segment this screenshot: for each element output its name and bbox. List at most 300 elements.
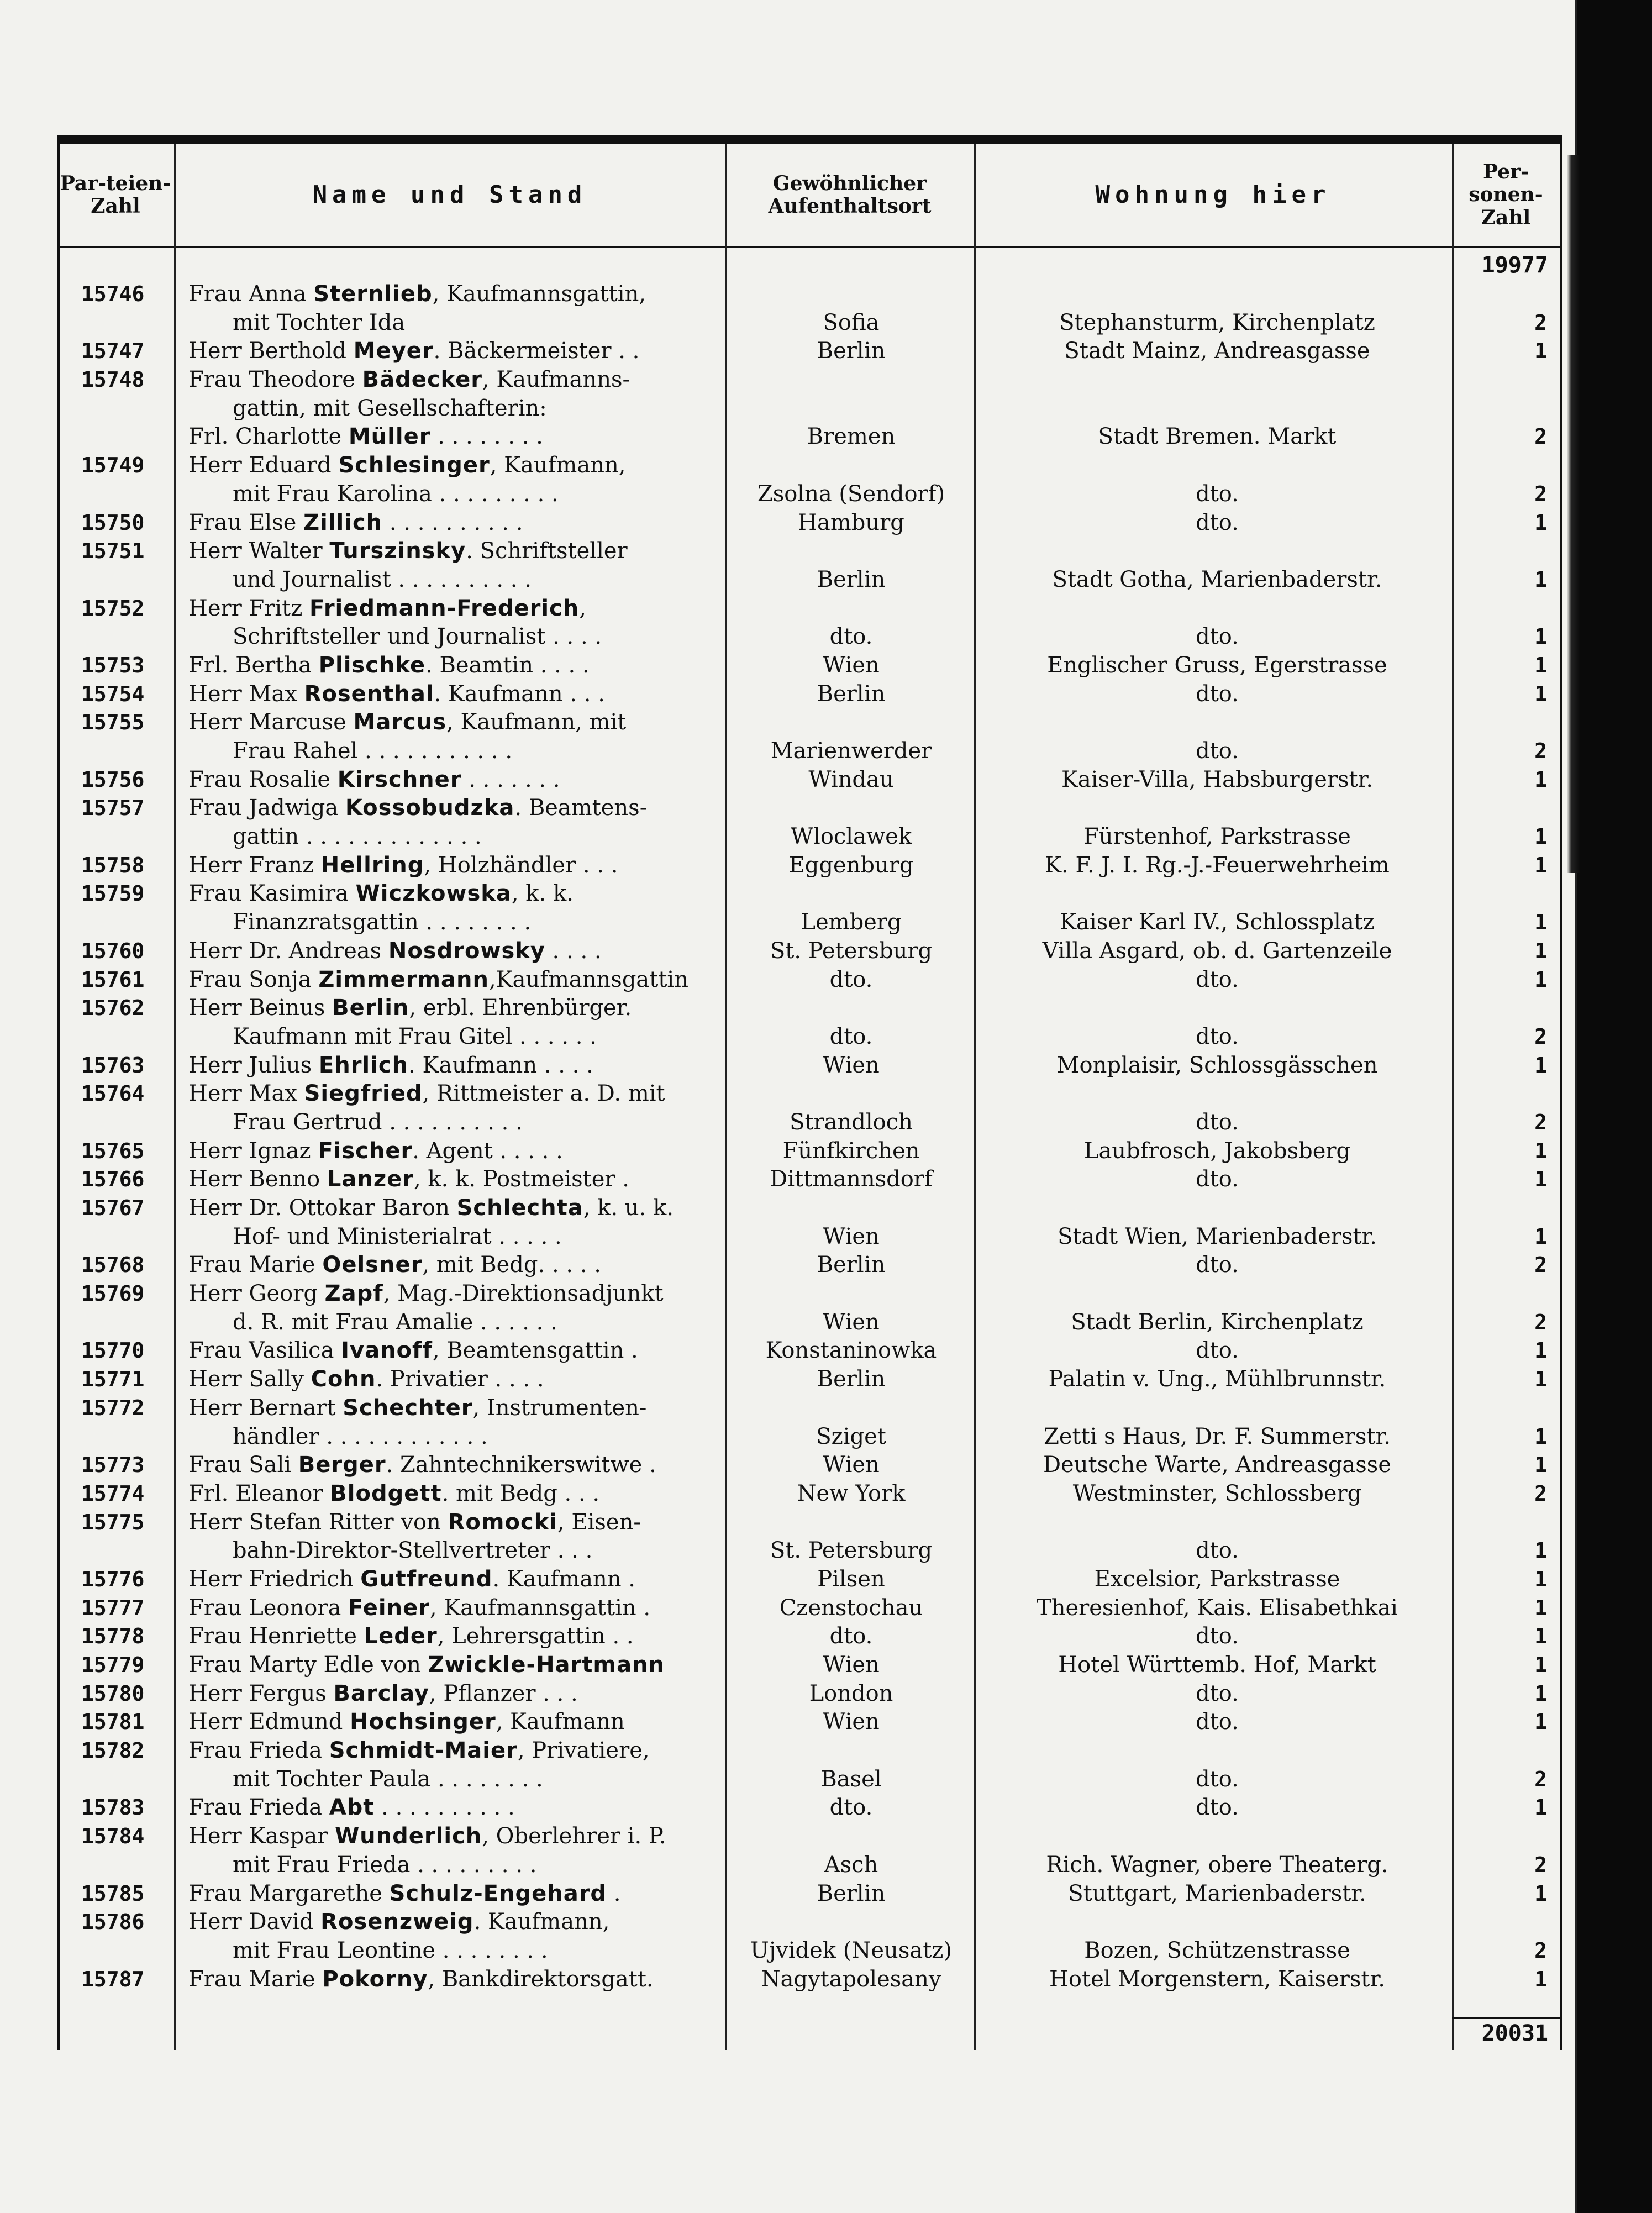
usual-residence: Berlin: [817, 566, 886, 592]
table-row: [57, 908, 1562, 937]
person-count: 1: [1534, 1453, 1547, 1478]
party-number: 15747: [81, 339, 145, 364]
person-count: 1: [1534, 1167, 1547, 1192]
person-count: 1: [1534, 853, 1547, 877]
surname: Zillich: [303, 509, 383, 535]
table-row: [57, 1965, 1562, 1994]
usual-residence: Marienwerder: [770, 738, 932, 764]
usual-residence: Berlin: [817, 1366, 886, 1392]
name-and-status: [233, 309, 774, 338]
name-and-status: [188, 937, 774, 966]
name-and-status: [188, 794, 774, 823]
surname: Schmidt-Maier: [329, 1738, 518, 1764]
name-prefix: Schriftsteller und Journalist . . . .: [233, 624, 602, 650]
status-text: , k. k. Postmeister .: [414, 1166, 629, 1192]
local-address: dto.: [1196, 1023, 1239, 1049]
local-address: dto.: [1196, 481, 1239, 507]
name-prefix: Kaufmann mit Frau Gitel . . . . . .: [233, 1023, 597, 1049]
local-address: dto.: [1196, 966, 1239, 992]
local-address: dto.: [1196, 1766, 1239, 1792]
table-row: [57, 1108, 1562, 1137]
usual-residence: Czenstochau: [779, 1595, 923, 1621]
name-and-status: [233, 1851, 774, 1880]
name-and-status: [233, 1765, 774, 1794]
surname: Barclay: [333, 1680, 429, 1706]
surname: Ehrlich: [318, 1052, 409, 1078]
name-prefix: gattin, mit Gesellschafterin:: [233, 395, 547, 421]
local-address: Hotel Württemb. Hof, Markt: [1058, 1652, 1376, 1678]
guest-list-table: [57, 135, 1562, 2050]
name-and-status: [188, 1165, 774, 1194]
table-row: [57, 1280, 1562, 1308]
usual-residence: dto.: [829, 966, 873, 992]
name-prefix: Frau Frieda: [188, 1795, 322, 1821]
party-number: 15763: [81, 1053, 145, 1077]
status-text: , Mag.-Direktionsadjunkt: [383, 1281, 664, 1307]
local-address: dto.: [1196, 509, 1239, 535]
local-address: dto.: [1196, 1338, 1239, 1364]
table-row: [57, 651, 1562, 680]
name-and-status: [233, 1023, 774, 1052]
table-row: [57, 937, 1562, 966]
local-address: Englischer Gruss, Egerstrasse: [1047, 652, 1387, 678]
name-prefix: Herr Sally: [188, 1366, 304, 1392]
table-row: [57, 1908, 1562, 1937]
person-count: 1: [1534, 339, 1547, 364]
status-text: , Bankdirektorsgatt.: [428, 1966, 654, 1992]
status-text: . Kaufmann . . .: [434, 681, 605, 707]
name-and-status: [188, 1794, 774, 1822]
table-row: [57, 1765, 1562, 1794]
status-text: . Beamtin . . . .: [425, 652, 590, 678]
party-number: 15761: [81, 967, 145, 992]
status-text: , Holzhändler . . .: [424, 852, 618, 878]
status-text: . Zahntechnikerswitwe .: [386, 1452, 656, 1478]
surname: Zapf: [324, 1281, 383, 1307]
person-count: 1: [1534, 1710, 1547, 1734]
name-and-status: [188, 1508, 774, 1537]
usual-residence: Wien: [823, 1223, 880, 1249]
table-row: [57, 395, 1562, 423]
name-and-status: [188, 966, 774, 995]
table-row: [57, 623, 1562, 651]
local-address: Laubfrosch, Jakobsberg: [1083, 1138, 1351, 1164]
local-address: Stadt Gotha, Marienbaderstr.: [1052, 566, 1382, 592]
name-prefix: bahn-Direktor-Stellvertreter . . .: [233, 1538, 593, 1564]
local-address: Villa Asgard, ob. d. Gartenzeile: [1042, 938, 1392, 964]
name-prefix: Frau Sonja: [188, 966, 312, 992]
status-text: . Schriftsteller: [466, 538, 628, 564]
name-and-status: [188, 1365, 774, 1394]
table-row: [57, 1194, 1562, 1223]
status-text: , Kaufmann,: [490, 453, 626, 479]
status-text: . . . . . . . . . .: [374, 1795, 515, 1821]
name-prefix: händler . . . . . . . . . . . .: [233, 1423, 488, 1449]
name-and-status: [233, 623, 774, 651]
name-prefix: Frau Margarethe: [188, 1880, 382, 1906]
party-number: 15772: [81, 1395, 145, 1420]
surname: Kossobudzka: [345, 795, 515, 821]
local-address: Kaiser-Villa, Habsburgerstr.: [1061, 766, 1374, 792]
party-number: 15759: [81, 881, 145, 906]
person-count: 2: [1534, 1253, 1547, 1278]
table-row: [57, 1080, 1562, 1108]
name-and-status: [188, 1680, 774, 1709]
name-and-status: [188, 280, 774, 309]
status-text: . Agent . . . . .: [412, 1138, 563, 1164]
status-text: , Oberlehrer i. P.: [482, 1823, 666, 1849]
name-and-status: [233, 1423, 774, 1452]
name-prefix: Frl. Eleanor: [188, 1480, 323, 1506]
usual-residence: Strandloch: [790, 1109, 913, 1135]
name-prefix: Herr Max: [188, 681, 297, 707]
person-count: 2: [1534, 1938, 1547, 1963]
person-count: 2: [1534, 1110, 1547, 1134]
status-text: . Beamtens-: [514, 795, 648, 821]
name-prefix: Herr Fritz: [188, 595, 303, 621]
table-row: [57, 423, 1562, 451]
surname: Lanzer: [327, 1166, 414, 1192]
name-prefix: Frau Theodore: [188, 367, 355, 393]
party-number: 15756: [81, 767, 145, 792]
status-text: . . . . . . . .: [430, 424, 543, 450]
surname: Romocki: [448, 1509, 557, 1535]
party-number: 15751: [81, 539, 145, 564]
local-address: Palatin v. Ung., Mühlbrunnstr.: [1048, 1366, 1386, 1392]
name-prefix: Frau Henriette: [188, 1623, 357, 1649]
status-text: . Privatier . . . .: [376, 1366, 544, 1392]
local-address: Bozen, Schützenstrasse: [1084, 1937, 1350, 1963]
name-and-status: [233, 1223, 774, 1252]
local-address: Stadt Mainz, Andreasgasse: [1064, 338, 1370, 364]
party-number: 15769: [81, 1281, 145, 1306]
page-total: 20031: [1481, 2021, 1548, 2046]
surname: Wunderlich: [335, 1823, 482, 1849]
table-row: [57, 566, 1562, 595]
name-prefix: Herr Eduard: [188, 453, 332, 479]
table-row: [57, 1023, 1562, 1052]
person-count: 1: [1534, 938, 1547, 963]
person-count: 1: [1534, 1967, 1547, 1991]
local-address: Fürstenhof, Parkstrasse: [1083, 824, 1351, 850]
name-prefix: Herr Georg: [188, 1281, 318, 1307]
name-and-status: [233, 1108, 774, 1137]
surname: Gutfreund: [360, 1566, 493, 1592]
surname: Bädecker: [362, 367, 482, 393]
name-prefix: Herr Berthold: [188, 338, 347, 364]
table-row: [57, 1451, 1562, 1480]
table-row: [57, 1680, 1562, 1709]
name-and-status: [188, 1651, 774, 1680]
usual-residence: Hamburg: [798, 509, 904, 535]
person-count: 1: [1534, 1795, 1547, 1820]
person-count: 1: [1534, 653, 1547, 677]
local-address: dto.: [1196, 1795, 1239, 1821]
name-prefix: Frau Sali: [188, 1452, 292, 1478]
person-count: 1: [1534, 967, 1547, 992]
party-number: 15757: [81, 796, 145, 821]
local-address: Rich. Wagner, obere Theaterg.: [1046, 1852, 1388, 1878]
person-count: 1: [1534, 1681, 1547, 1706]
surname: Rosenzweig: [320, 1909, 474, 1935]
person-count: 1: [1534, 1224, 1547, 1249]
surname: Friedmann-Frederich: [309, 595, 580, 621]
name-and-status: [188, 1052, 774, 1080]
name-prefix: Herr Bernart: [188, 1395, 336, 1421]
status-text: . mit Bedg . . .: [441, 1480, 600, 1506]
usual-residence: St. Petersburg: [770, 938, 933, 964]
surname: Marcus: [353, 709, 447, 735]
status-text: , Kaufmann, mit: [446, 709, 627, 735]
person-count: 2: [1534, 424, 1547, 449]
person-count: 1: [1534, 910, 1547, 935]
party-number: 15762: [81, 996, 145, 1021]
person-count: 1: [1534, 624, 1547, 649]
local-address: dto.: [1196, 1623, 1239, 1649]
table-row: [57, 1165, 1562, 1194]
surname: Leder: [364, 1623, 438, 1649]
total-rule: [1452, 2017, 1562, 2019]
name-prefix: Frau Gertrud . . . . . . . . . .: [233, 1109, 523, 1135]
name-prefix: Herr Franz: [188, 852, 314, 878]
person-count: 1: [1534, 1881, 1547, 1906]
party-number: 15786: [81, 1910, 145, 1935]
usual-residence: Sofia: [823, 309, 880, 335]
name-prefix: Frau Rahel . . . . . . . . . . .: [233, 738, 513, 764]
table-body: [57, 280, 1562, 1994]
table-row: [57, 1822, 1562, 1851]
name-prefix: mit Frau Frieda . . . . . . . . .: [233, 1852, 537, 1878]
party-number: 15784: [81, 1824, 145, 1849]
surname: Hochsinger: [350, 1709, 496, 1735]
usual-residence: dto.: [829, 624, 873, 650]
table-row: [57, 1708, 1562, 1737]
surname: Zwickle-Hartmann: [428, 1652, 665, 1678]
name-and-status: [233, 823, 774, 851]
usual-residence: Lemberg: [801, 910, 902, 935]
party-number: 15780: [81, 1681, 145, 1706]
name-prefix: Herr Marcuse: [188, 709, 346, 735]
usual-residence: Wien: [823, 652, 880, 678]
party-number: 15774: [81, 1481, 145, 1506]
party-number: 15749: [81, 453, 145, 478]
usual-residence: Berlin: [817, 1880, 886, 1906]
name-and-status: [188, 537, 774, 566]
person-count: 1: [1534, 1053, 1547, 1077]
name-prefix: Frau Vasilica: [188, 1338, 334, 1364]
name-prefix: Frl. Charlotte: [188, 424, 342, 450]
name-prefix: mit Frau Leontine . . . . . . . .: [233, 1937, 548, 1963]
person-count: 1: [1534, 1538, 1547, 1563]
local-address: Monplaisir, Schlossgässchen: [1056, 1052, 1378, 1078]
party-number: 15782: [81, 1738, 145, 1763]
name-and-status: [188, 994, 774, 1023]
status-text: , Instrumenten-: [472, 1395, 647, 1421]
table-row: [57, 737, 1562, 766]
usual-residence: St. Petersburg: [770, 1538, 933, 1564]
party-number: 15778: [81, 1624, 145, 1649]
local-address: Westminster, Schlossberg: [1072, 1480, 1362, 1506]
table-row: [57, 1052, 1562, 1080]
name-prefix: Frl. Bertha: [188, 652, 312, 678]
name-and-status: [188, 1080, 774, 1108]
usual-residence: Wien: [823, 1452, 880, 1478]
table-row: [57, 1794, 1562, 1822]
name-and-status: [188, 1480, 774, 1508]
surname: Feiner: [348, 1595, 430, 1621]
table-row: [57, 1622, 1562, 1651]
name-prefix: mit Tochter Paula . . . . . . . .: [233, 1766, 543, 1792]
table-row: [57, 1937, 1562, 1965]
name-prefix: Herr Beinus: [188, 995, 325, 1021]
status-text: , Lehrersgattin . .: [437, 1623, 634, 1649]
party-number: 15766: [81, 1167, 145, 1192]
name-and-status: [233, 908, 774, 937]
local-address: dto.: [1196, 1709, 1239, 1735]
party-number: 15752: [81, 596, 145, 621]
name-and-status: [188, 1337, 774, 1365]
table-row: [57, 1337, 1562, 1365]
status-text: . Kaufmann . . . .: [408, 1052, 593, 1078]
party-number: 15779: [81, 1653, 145, 1677]
status-text: ,: [579, 595, 586, 621]
table-row: [57, 1651, 1562, 1680]
table-row: [57, 480, 1562, 509]
local-address: Hotel Morgenstern, Kaiserstr.: [1049, 1966, 1385, 1992]
name-and-status: [188, 766, 774, 795]
person-count: 2: [1534, 1310, 1547, 1334]
local-address: dto.: [1196, 1166, 1239, 1192]
local-address: Excelsior, Parkstrasse: [1094, 1566, 1340, 1592]
status-text: , Beamtensgattin .: [432, 1338, 638, 1364]
table-row: [57, 537, 1562, 566]
person-count: 2: [1534, 481, 1547, 506]
surname: Meyer: [353, 338, 434, 364]
status-text: , Rittmeister a. D. mit: [422, 1081, 665, 1107]
table-row: [57, 880, 1562, 908]
table-row: [57, 1537, 1562, 1565]
party-number: 15753: [81, 653, 145, 677]
name-prefix: Frau Marie: [188, 1966, 315, 1992]
status-text: , k. u. k.: [583, 1195, 674, 1221]
name-and-status: [233, 1537, 774, 1565]
usual-residence: Wloclawek: [790, 824, 912, 850]
name-and-status: [188, 680, 774, 709]
usual-residence: Berlin: [817, 1252, 886, 1278]
table-row: [57, 1394, 1562, 1423]
person-count: 1: [1534, 1624, 1547, 1649]
name-and-status: [188, 880, 774, 908]
surname: Schlesinger: [338, 453, 490, 479]
name-prefix: Herr Friedrich: [188, 1566, 354, 1592]
surname: Schechter: [343, 1395, 473, 1421]
party-number: 15760: [81, 938, 145, 963]
party-number: 15754: [81, 681, 145, 706]
name-and-status: [188, 337, 774, 366]
status-text: . . . . . . .: [461, 766, 560, 792]
name-prefix: Frau Frieda: [188, 1738, 322, 1764]
name-prefix: Herr Walter: [188, 538, 323, 564]
name-prefix: gattin . . . . . . . . . . . . .: [233, 824, 482, 850]
scan-edge: [1577, 0, 1652, 2213]
name-and-status: [188, 423, 774, 451]
name-and-status: [188, 1737, 774, 1765]
name-and-status: [188, 1965, 774, 1994]
person-count: 2: [1534, 1024, 1547, 1049]
local-address: Stadt Bremen. Markt: [1098, 424, 1337, 450]
table-row: [57, 994, 1562, 1023]
usual-residence: Dittmannsdorf: [770, 1166, 933, 1192]
name-prefix: Herr Ignaz: [188, 1138, 311, 1164]
person-count: 1: [1534, 510, 1547, 535]
usual-residence: London: [809, 1680, 893, 1706]
name-prefix: Herr Julius: [188, 1052, 312, 1078]
name-and-status: [188, 1908, 774, 1937]
name-and-status: [188, 1622, 774, 1651]
name-prefix: Herr Dr. Ottokar Baron: [188, 1195, 450, 1221]
table-row: [57, 851, 1562, 880]
party-number: 15755: [81, 710, 145, 735]
table-row: [57, 1508, 1562, 1537]
person-count: 1: [1534, 1367, 1547, 1392]
name-prefix: Frau Kasimira: [188, 881, 349, 907]
usual-residence: Wien: [823, 1052, 880, 1078]
table-row: [57, 794, 1562, 823]
name-prefix: Hof- und Ministerialrat . . . . .: [233, 1223, 562, 1249]
party-number: 15781: [81, 1710, 145, 1734]
surname: Fischer: [318, 1138, 413, 1164]
status-text: , Kaufmannsgattin,: [432, 281, 646, 307]
status-text: .: [607, 1880, 621, 1906]
usual-residence: Wien: [823, 1309, 880, 1335]
status-text: , Kaufmann: [496, 1709, 625, 1735]
table-row: [57, 1365, 1562, 1394]
name-prefix: Frau Leonora: [188, 1595, 341, 1621]
surname: Berlin: [332, 995, 409, 1021]
name-and-status: [188, 1251, 774, 1280]
person-count: 1: [1534, 1653, 1547, 1677]
name-and-status: [188, 451, 774, 480]
table-row: [57, 1594, 1562, 1623]
local-address: dto.: [1196, 1109, 1239, 1135]
local-address: Stuttgart, Marienbaderstr.: [1068, 1880, 1366, 1906]
usual-residence: Konstaninowka: [765, 1338, 937, 1364]
person-count: 1: [1534, 1138, 1547, 1163]
status-text: , erbl. Ehrenbürger.: [409, 995, 632, 1021]
header-residence: Gewöhnlicher Aufenthaltsort: [768, 171, 932, 218]
top-rule: [57, 135, 1562, 144]
table-row: [57, 1480, 1562, 1508]
usual-residence: Ujvidek (Neusatz): [750, 1937, 952, 1963]
name-and-status: [188, 509, 774, 538]
person-count: 2: [1534, 1852, 1547, 1877]
name-prefix: Herr Dr. Andreas: [188, 938, 382, 964]
usual-residence: dto.: [829, 1623, 873, 1649]
table-row: [57, 1423, 1562, 1452]
usual-residence: Eggenburg: [788, 852, 914, 878]
name-and-status: [188, 651, 774, 680]
person-count: 2: [1534, 739, 1547, 763]
name-prefix: Herr Edmund: [188, 1709, 343, 1735]
person-count: 1: [1534, 567, 1547, 592]
surname: Ivanoff: [341, 1338, 433, 1364]
status-text: . Kaufmann,: [473, 1909, 610, 1935]
status-text: , Privatiere,: [517, 1738, 650, 1764]
name-prefix: Frau Marie: [188, 1252, 315, 1278]
party-number: 15775: [81, 1510, 145, 1534]
name-and-status: [233, 395, 774, 423]
name-prefix: Herr Fergus: [188, 1680, 327, 1706]
